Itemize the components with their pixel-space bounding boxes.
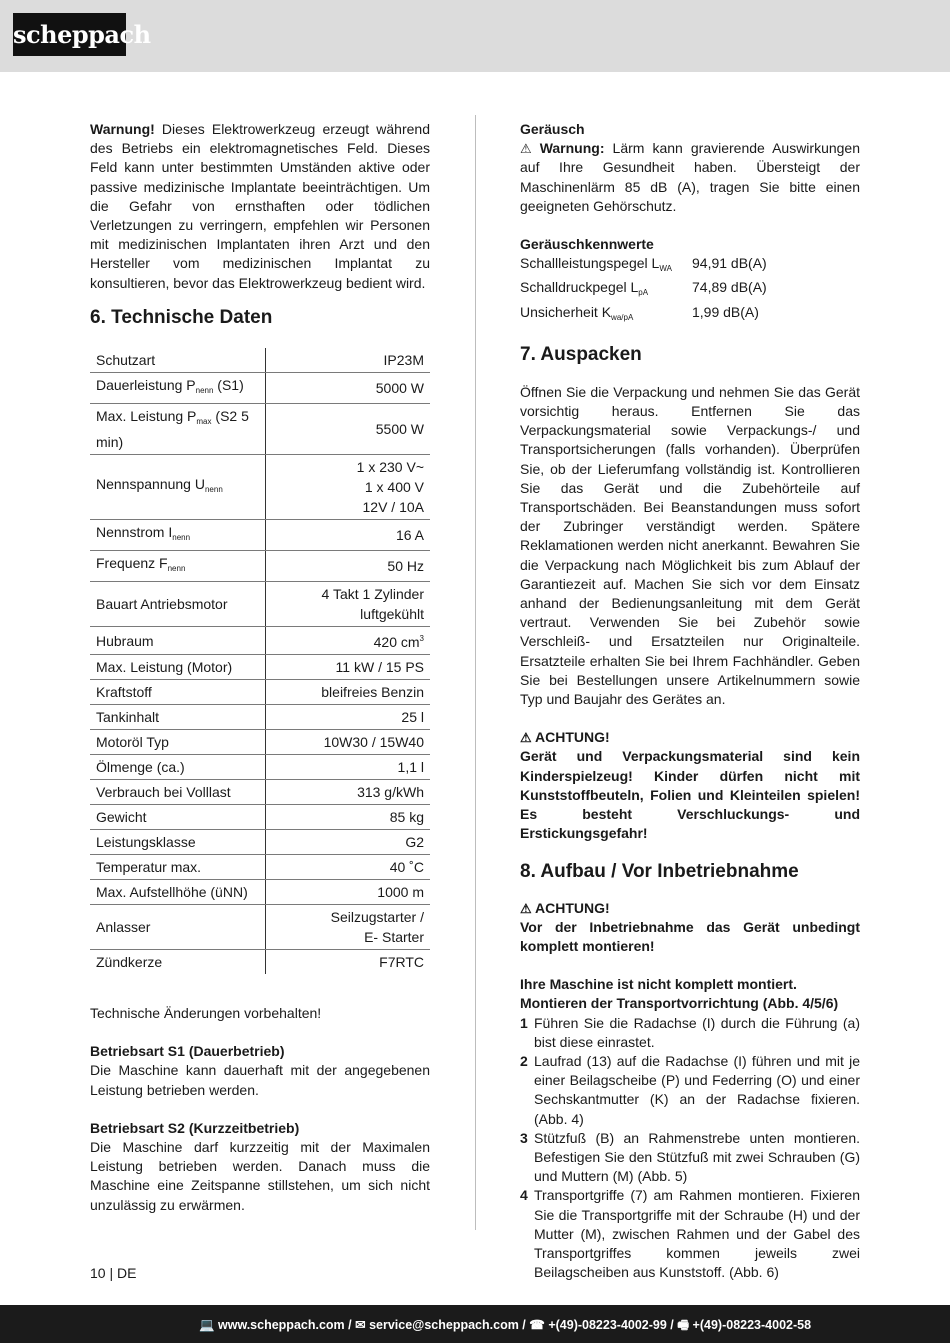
noise-value-key — [520, 278, 692, 302]
noise-values-title: Geräuschkennwerte — [520, 236, 654, 253]
spec-value-line: 12V / 10A — [362, 499, 424, 515]
footer-fax: +(49)-08223-4002-58 — [692, 1318, 812, 1332]
attention-1-heading — [520, 728, 860, 747]
spec-value — [265, 855, 430, 880]
emf-warning-paragraph — [90, 120, 430, 294]
left-column — [90, 120, 430, 1215]
spec-key-subscript: nenn — [204, 485, 223, 494]
spec-key — [90, 520, 265, 551]
section-7-title: 7. Auspacken — [520, 343, 642, 365]
spec-row — [90, 755, 430, 780]
spec-key-text: Leistungsklasse — [96, 834, 196, 850]
spec-value-line: E- Starter — [364, 929, 424, 945]
spec-key — [90, 373, 265, 404]
attention-1-text: Gerät und Verpackungsmaterial sind kein Kinderspielzeug! Kinder dürfen nicht mit Kunststoffbeuteln, Folien und Kleinteilen spielen! Es besteht Verschluckungs- und Erstickungsgefahr! — [520, 748, 860, 842]
spec-key-text: Dauerleistung P — [96, 377, 196, 393]
assembly-step-number: 3 — [520, 1129, 528, 1146]
noise-warning-text: Lärm kann gravierende Auswirkungen auf Ihre Gesundheit haben. Übersteigt der Maschinenlärm 85 dB (A), tragen Sie bitte einen geeigneten Gehörschutz. — [520, 140, 861, 214]
spec-value-text: 40 ˚C — [389, 859, 424, 875]
noise-value-subscript: wa/pA — [611, 312, 634, 322]
spec-row — [90, 730, 430, 755]
noise-value-value: 74,89 dB(A) — [692, 279, 767, 296]
noise-values-list — [520, 254, 860, 327]
assembly-step-number: 4 — [520, 1187, 528, 1204]
spec-key-suffix: (S2 5 min) — [96, 408, 249, 450]
section-7-text: Öffnen Sie die Verpackung und nehmen Sie das Gerät vorsichtig heraus. Entfernen Sie das Verpackungsmaterial sowie Verpackungs-/ und Transportsicherungen (falls vorhanden). Überprüfen Sie, ob der Lieferumfang vollständig ist. Kontrollieren Sie das Gerät und die Zubehörteile auf Transportschäden. Bei Beanstandungen muss sofort der Zubringer verständigt werden. Spätere Reklamationen werden nicht anerkannt. Bewahren Sie die Verpackung nach Möglichkeit bis zum Ablauf der Garantiezeit auf. Machen Sie sich vor dem Einsatz anhand der Bedienungsanleitung mit dem Gerät vertraut. Verwenden Sie bei Zubehör sowie Verschleiß- und Ersatzteilen nur Originalteile. Ersatzteile erhalten Sie bei Ihrem Fachhändler. Geben Sie bei Bestellungen unsere Artikelnummern sowie Typ und Baujahr des Gerätes an. — [520, 383, 860, 708]
spec-value-text: 1,1 l — [397, 759, 424, 775]
spec-row — [90, 830, 430, 855]
spec-key-text: Motoröl Typ — [96, 734, 169, 750]
assembly-step — [520, 1129, 860, 1187]
section-8-title: 8. Aufbau / Vor Inbetriebnahme — [520, 860, 799, 882]
assembly-step-text: Führen Sie die Radachse (I) durch die Führung (a) bist diese einrastet. — [534, 1014, 860, 1050]
warning-triangle-icon: ⚠ — [520, 730, 532, 746]
attention-2-heading — [520, 899, 860, 918]
noise-warning-paragraph — [520, 139, 860, 216]
spec-value-text: 420 cm — [373, 634, 420, 650]
spec-row — [90, 520, 430, 551]
spec-row — [90, 680, 430, 705]
spec-key-text: Frequenz F — [96, 555, 168, 571]
spec-key-text: Gewicht — [96, 809, 147, 825]
spec-value — [265, 755, 430, 780]
noise-value-key-text: Unsicherheit K — [520, 303, 612, 320]
spec-key-subscript: nenn — [195, 386, 214, 395]
noise-value-value: 94,91 dB(A) — [692, 255, 767, 272]
spec-key — [90, 705, 265, 730]
noise-warning-label: Warnung: — [539, 140, 605, 157]
spec-value-text: G2 — [405, 834, 424, 850]
spec-row — [90, 404, 430, 455]
spec-value-text: IP23M — [383, 352, 424, 368]
section-6-title: 6. Technische Daten — [90, 307, 273, 328]
spec-value-text: bleifreies Benzin — [321, 684, 424, 700]
assembly-step — [520, 1052, 860, 1129]
scheppach-logo: scheppach — [13, 13, 126, 56]
spec-key — [90, 830, 265, 855]
technical-changes-note: Technische Änderungen vorbehalten! — [90, 1005, 322, 1021]
assembly-step-text: Transportgriffe (7) am Rahmen montieren. Fixieren Sie die Transportgriffe mit der Schraube (H) und der Mutter (M), zwischen Rahmen und der Gabel des Transportgriffes kommen jeweils zwei Beilagscheiben aus Kunststoff. (Abb. 6) — [534, 1187, 860, 1281]
noise-value-subscript: pA — [638, 288, 649, 298]
noise-value-row — [520, 254, 860, 278]
spec-key — [90, 805, 265, 830]
spec-key — [90, 950, 265, 975]
spec-key — [90, 905, 265, 950]
spec-value — [265, 730, 430, 755]
spec-value-text: 1000 m — [377, 884, 424, 900]
s1-text: Die Maschine kann dauerhaft mit der angegebenen Leistung betrieben werden. — [90, 1062, 430, 1098]
spec-value — [265, 455, 430, 520]
spec-key — [90, 551, 265, 582]
spec-row — [90, 348, 430, 373]
spec-row — [90, 455, 430, 520]
footer-contact-line — [0, 1316, 950, 1337]
spec-value-line: 4 Takt 1 Zylinder — [321, 586, 424, 602]
spec-value — [265, 627, 430, 655]
assembly-step-number: 2 — [520, 1052, 528, 1069]
spec-value — [265, 805, 430, 830]
attention-1-label: ACHTUNG! — [535, 729, 610, 746]
technical-data-table — [90, 348, 430, 974]
spec-key — [90, 780, 265, 805]
monitor-icon: 💻 — [198, 1318, 215, 1332]
spec-key — [90, 455, 265, 520]
spec-key — [90, 582, 265, 627]
noise-value-row — [520, 278, 860, 302]
spec-value-line: luftgekühlt — [360, 606, 424, 622]
spec-row — [90, 582, 430, 627]
spec-key-text: Temperatur max. — [96, 859, 202, 875]
spec-key — [90, 348, 265, 373]
right-column — [520, 120, 860, 1282]
spec-key-text: Tankinhalt — [96, 709, 160, 725]
attention-2-label: ACHTUNG! — [535, 899, 610, 916]
spec-key-subscript: max — [196, 417, 212, 426]
spec-row — [90, 905, 430, 950]
spec-value-text: 10W30 / 15W40 — [323, 734, 424, 750]
spec-value — [265, 551, 430, 582]
spec-key — [90, 655, 265, 680]
footer-phone: +(49)-08223-4002-99 / — [548, 1318, 674, 1332]
emf-warning-label: Warnung! — [90, 121, 155, 137]
warning-triangle-icon: ⚠ — [520, 141, 532, 157]
spec-value-line: 1 x 400 V — [364, 479, 424, 495]
spec-row — [90, 705, 430, 730]
assembly-step — [520, 1014, 860, 1052]
spec-key-text: Ölmenge (ca.) — [96, 759, 185, 775]
spec-key-text: Max. Aufstellhöhe (üNN) — [96, 884, 248, 900]
spec-key-text: Max. Leistung P — [96, 408, 197, 424]
spec-value — [265, 880, 430, 905]
s1-title: Betriebsart S1 (Dauerbetrieb) — [90, 1043, 285, 1060]
spec-value-text: F7RTC — [379, 954, 424, 970]
column-divider — [475, 115, 476, 1230]
spec-key-text: Kraftstoff — [96, 684, 152, 700]
spec-key — [90, 755, 265, 780]
spec-value — [265, 655, 430, 680]
page-header — [0, 0, 950, 72]
noise-value-value: 1,99 dB(A) — [692, 303, 759, 320]
noise-value-key-text: Schallleistungspegel L — [520, 255, 660, 272]
spec-key-subscript: nenn — [167, 564, 186, 573]
spec-row — [90, 855, 430, 880]
assembly-step-text: Laufrad (13) auf die Radachse (I) führen und mit je einer Beilagscheibe (P) und Federring (O) und einer Sechskantmutter (K) an der Radachse fixieren. (Abb. 4) — [534, 1052, 860, 1127]
spec-key-text: Zündkerze — [96, 954, 163, 970]
spec-key-text: Hubraum — [96, 632, 154, 649]
spec-value-text: 25 l — [401, 709, 424, 725]
assembly-step — [520, 1186, 860, 1282]
assembly-step-text: Stützfuß (B) an Rahmenstrebe unten montieren. Befestigen Sie den Stützfuß mit zwei Schrauben (G) und Muttern (M) (Abb. 5) — [534, 1129, 860, 1185]
spec-key-text: Verbrauch bei Volllast — [96, 784, 231, 800]
transport-assembly-title: Montieren der Transportvorrichtung (Abb. 4/5/6) — [520, 995, 839, 1012]
spec-value-text: 5500 W — [375, 421, 424, 437]
spec-value-text: 16 A — [395, 527, 424, 543]
spec-key-text: Anlasser — [96, 919, 151, 935]
spec-row — [90, 950, 430, 975]
spec-row — [90, 551, 430, 582]
spec-value — [265, 950, 430, 975]
assembly-steps-list — [520, 1014, 860, 1283]
emf-warning-text: Dieses Elektrowerkzeug erzeugt während des Betriebs ein elektromagnetisches Feld. Dieses Feld kann unter bestimmten Umständen aktive oder passive medizinische Implantate beeinträchtigen. Um die Gefahr von ernsthaften oder tödlichen Verletzungen zu verringern, empfehlen wir Personen mit medizinischen Implantaten ihren Arzt und den Hersteller vom medizinischen Implantat zu konsultieren, bevor das Elektrowerkzeug bedient wird. — [90, 121, 430, 291]
spec-value-superscript: 3 — [419, 634, 424, 643]
spec-row — [90, 780, 430, 805]
spec-value-line: 1 x 230 V~ — [356, 459, 424, 475]
spec-value-text: 11 kW / 15 PS — [335, 659, 424, 675]
spec-key-text: Bauart Antriebsmotor — [96, 596, 228, 612]
spec-row — [90, 655, 430, 680]
s2-title: Betriebsart S2 (Kurzzeitbetrieb) — [90, 1119, 300, 1136]
spec-value — [265, 404, 430, 455]
page-footer — [0, 1305, 950, 1343]
spec-key — [90, 730, 265, 755]
machine-not-assembled: Ihre Maschine ist nicht komplett montiert. — [520, 976, 797, 993]
noise-value-key — [520, 254, 692, 278]
noise-value-key — [520, 303, 692, 327]
spec-key — [90, 627, 265, 655]
phone-icon: ☎ — [529, 1318, 545, 1332]
noise-title: Geräusch — [520, 121, 585, 137]
spec-value-line: Seilzugstarter / — [330, 909, 424, 925]
spec-value — [265, 780, 430, 805]
spec-value — [265, 905, 430, 950]
spec-key — [90, 404, 265, 455]
fax-icon: 🖷 — [677, 1318, 690, 1332]
spec-key-text: Max. Leistung (Motor) — [96, 659, 233, 675]
spec-value-text: 50 Hz — [387, 558, 424, 574]
spec-value-text: 5000 W — [375, 380, 424, 396]
spec-value — [265, 582, 430, 627]
spec-value — [265, 373, 430, 404]
assembly-step-number: 1 — [520, 1014, 528, 1031]
spec-value — [265, 520, 430, 551]
spec-value — [265, 680, 430, 705]
footer-mail: service@scheppach.com / — [369, 1318, 526, 1332]
spec-key-subscript: nenn — [172, 533, 191, 542]
spec-value — [265, 705, 430, 730]
mail-icon: ✉ — [355, 1318, 366, 1332]
spec-key — [90, 855, 265, 880]
spec-key-text: Nennstrom I — [96, 524, 173, 540]
spec-key — [90, 680, 265, 705]
warning-triangle-icon: ⚠ — [520, 900, 532, 916]
spec-key — [90, 880, 265, 905]
footer-web: www.scheppach.com / — [218, 1318, 352, 1332]
noise-value-key-text: Schalldruckpegel L — [520, 279, 639, 296]
noise-value-subscript: WA — [659, 264, 672, 274]
spec-value — [265, 830, 430, 855]
spec-value — [265, 348, 430, 373]
attention-2-text: Vor der Inbetriebnahme das Gerät unbedingt komplett montieren! — [520, 918, 860, 954]
s2-text: Die Maschine darf kurzzeitig mit der Maximalen Leistung betrieben werden. Danach muss die Maschine eine Zeitspanne stillstehen, um sich nicht unzulässig zu erwärmen. — [90, 1139, 430, 1213]
spec-value-text: 313 g/kWh — [357, 784, 424, 800]
spec-value-text: 85 kg — [389, 809, 424, 825]
spec-key-text: Nennspannung U — [96, 476, 205, 492]
spec-key-suffix: (S1) — [213, 377, 244, 393]
spec-row — [90, 373, 430, 404]
spec-row — [90, 627, 430, 655]
spec-row — [90, 805, 430, 830]
spec-row — [90, 880, 430, 905]
spec-key-text: Schutzart — [96, 352, 156, 368]
noise-value-row — [520, 303, 860, 327]
page-number: 10 | DE — [90, 1265, 137, 1281]
